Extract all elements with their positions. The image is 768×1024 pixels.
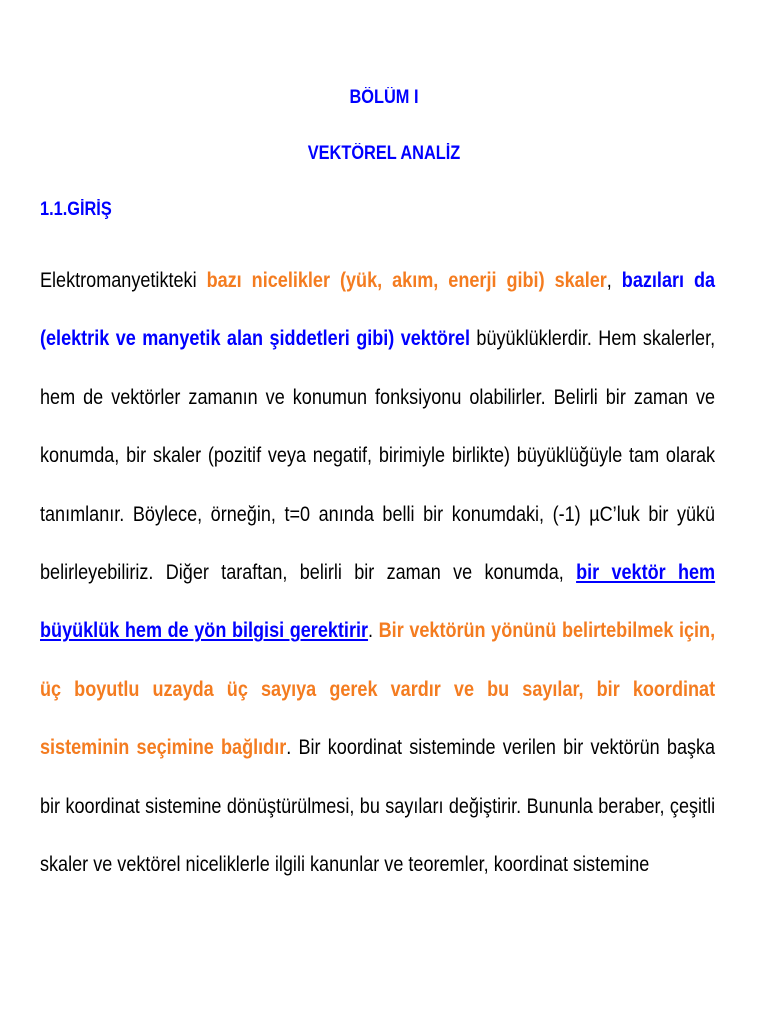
section-title: 1.1.GİRİŞ bbox=[40, 199, 112, 220]
text-body-1: büyüklüklerdir. Hem skalerler, hem de vektörler zamanın ve konumun fonksiyonu olabilirler. Belirli bir zaman ve konumda, bir skaler (pozitif veya negatif, birimiyle birlikte) büyüklüğüyle tam olarak tanımlanır. Böylece, örneğin, t=0 anında belli bir konumdaki, (-1) µC’luk bir yükü belirleyebiliriz. Diğer taraftan, belirli bir zaman ve konumda, bbox=[40, 327, 716, 585]
highlight-vector-definition: bir vektör hem büyüklük hem de yön bilgisi gerektirir bbox=[40, 561, 716, 643]
highlight-coordinate-system: Bir vektörün yönünü belirtebilmek için, üç boyutlu uzayda üç sayıya gerek vardır ve bu sayılar, bir koordinat sisteminin seçimine bağlıdır bbox=[40, 619, 716, 760]
text-body-2: . Bir koordinat sisteminde verilen bir vektörün başka bir koordinat sistemine dönüştürülmesi, bu sayıları değiştirir. Bununla beraber, çeşitli skaler ve vektörel niceliklerle ilgili kanunlar ve teoremler, koordinat sistemine bbox=[40, 736, 716, 877]
highlight-scalar-quantities: bazı nicelikler (yük, akım, enerji gibi) skaler bbox=[206, 269, 607, 292]
text-intro: Elektromanyetikteki bbox=[40, 269, 207, 292]
chapter-title: VEKTÖREL ANALİZ bbox=[307, 143, 461, 164]
text-comma: , bbox=[606, 269, 622, 292]
body-paragraph bbox=[40, 252, 715, 894]
text-period: . bbox=[368, 619, 379, 643]
highlight-vector-quantities: bazıları da (elektrik ve manyetik alan şiddetleri gibi) vektörel bbox=[40, 269, 716, 351]
chapter-heading: BÖLÜM I bbox=[349, 87, 419, 108]
